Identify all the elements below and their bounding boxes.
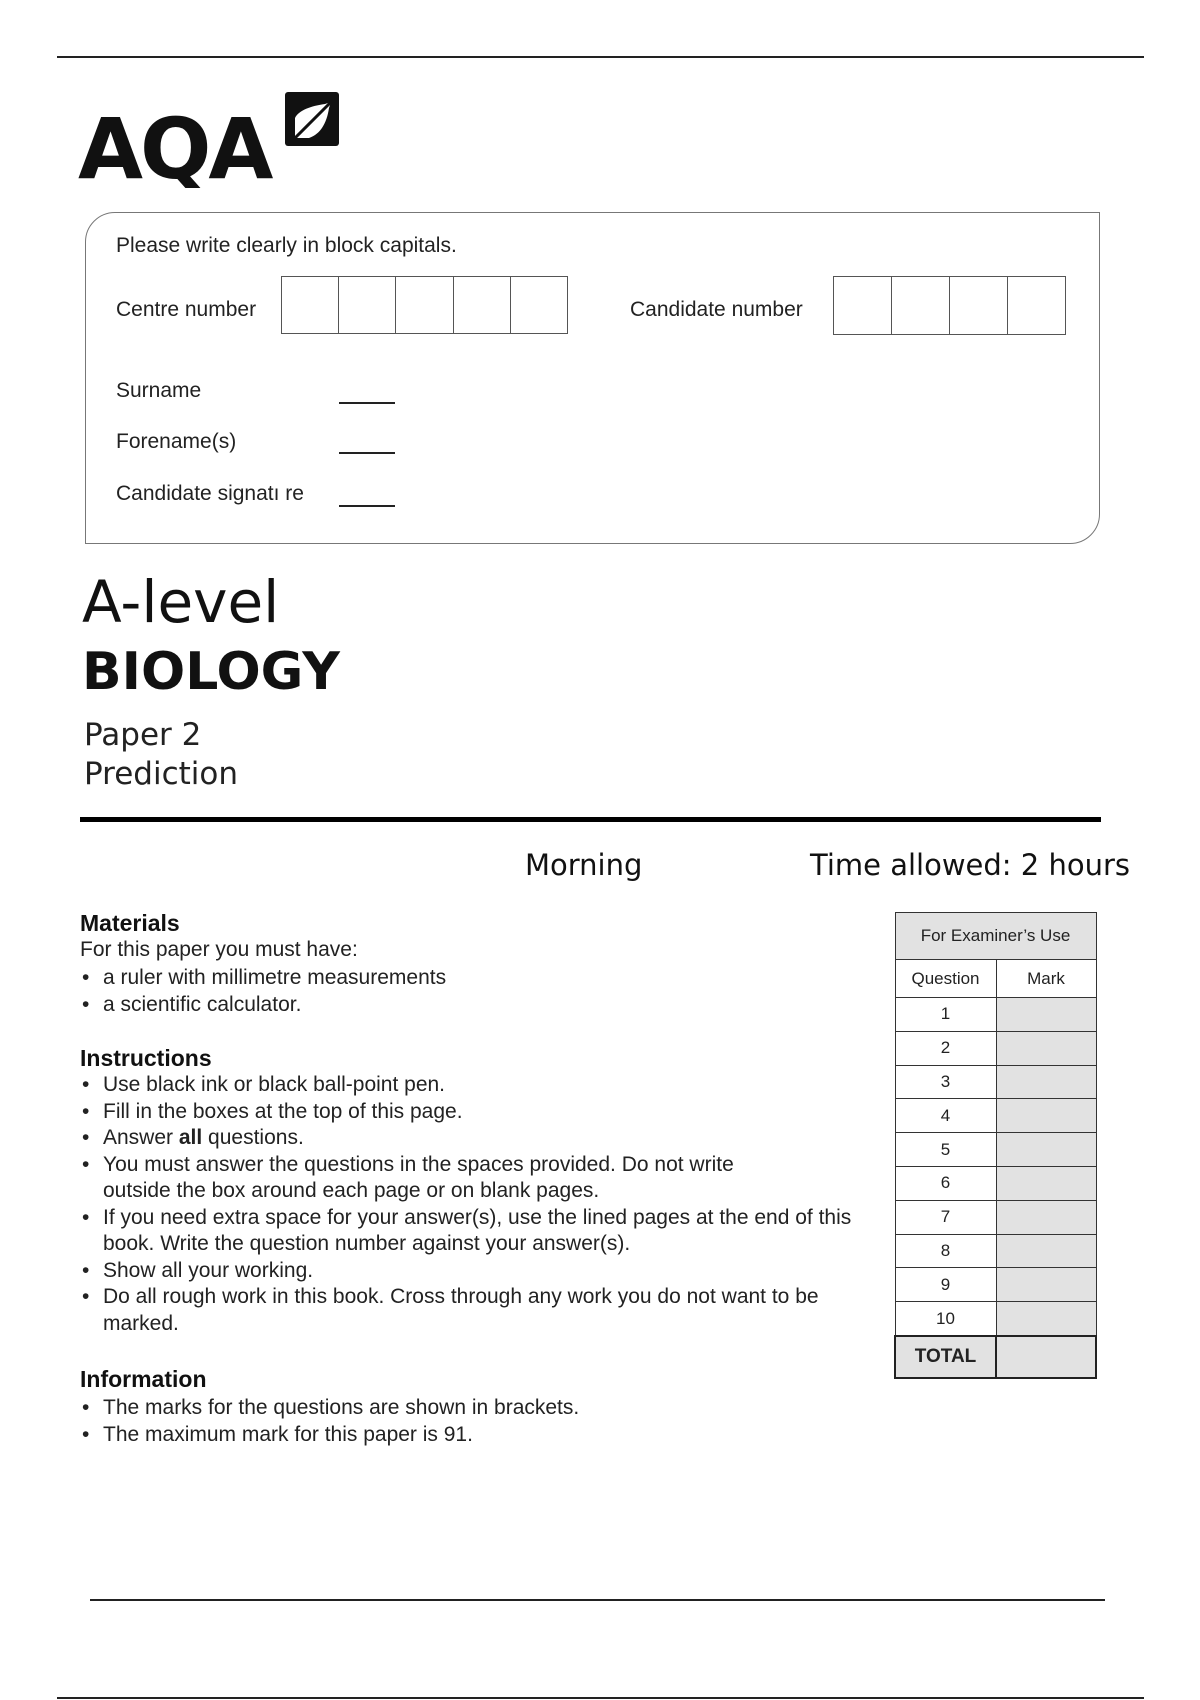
top-rule: [57, 56, 1144, 58]
item-text: questions.: [202, 1126, 304, 1149]
mark-cell[interactable]: [996, 1133, 1096, 1167]
list-item: [80, 1072, 860, 1099]
candidate-number-digit-box[interactable]: [950, 277, 1008, 334]
footer-rule-upper: [90, 1599, 1105, 1601]
instructions-list: [80, 1072, 860, 1337]
list-item: [80, 1099, 860, 1126]
candidate-number-digit-box[interactable]: [892, 277, 950, 334]
instructions-heading: Instructions: [80, 1045, 212, 1071]
mark-column-header: Mark: [996, 960, 1096, 998]
list-item: • a scientific calculator.: [80, 992, 880, 1019]
question-column-header: Question: [895, 960, 996, 998]
list-item: [80, 1205, 883, 1258]
list-item: • The maximum mark for this paper is 91.: [80, 1422, 880, 1449]
question-number: 4: [895, 1099, 996, 1133]
information-heading: Information: [80, 1366, 207, 1392]
item-text: Do all rough work in this book. Cross through any work you do not want to be marked.: [103, 1285, 819, 1335]
item-text: Use black ink or black ball-point pen.: [103, 1073, 446, 1096]
question-number: 2: [895, 1031, 996, 1065]
exam-session: Morning: [525, 848, 643, 882]
mark-cell[interactable]: [996, 998, 1096, 1032]
aqa-leaf-icon: [285, 92, 339, 146]
list-item: [80, 1258, 860, 1285]
item-text: Show all your working.: [103, 1258, 314, 1282]
information-list: [80, 1395, 880, 1448]
question-number: 10: [895, 1302, 996, 1336]
surname-line[interactable]: [339, 402, 395, 404]
centre-number-digit-box[interactable]: [282, 277, 339, 333]
candidate-number-boxes[interactable]: [833, 276, 1066, 335]
surname-label: Surname: [116, 379, 202, 402]
question-number: 3: [895, 1065, 996, 1099]
candidate-number-digit-box[interactable]: [1008, 277, 1065, 334]
list-item: [80, 1125, 860, 1152]
item-text: If you need extra space for your answer(s), use the lined pages at the end of this book. Write the question number against your answer(s).: [103, 1205, 852, 1255]
aqa-logo: [78, 88, 343, 188]
item-text: You must answer the questions in the spaces provided. Do not write outside the box around each page or on blank pages.: [103, 1152, 734, 1202]
title-divider: [80, 817, 1101, 822]
total-mark-cell[interactable]: [996, 1336, 1096, 1378]
list-item: • a ruler with millimetre measurements: [80, 965, 880, 992]
list-item: [80, 1284, 843, 1337]
centre-number-digit-box[interactable]: [511, 277, 567, 333]
examiners-use-title: For Examiner’s Use: [895, 913, 1096, 960]
footer-rule-lower: [57, 1697, 1144, 1699]
question-number: 5: [895, 1133, 996, 1167]
item-text: Answer: [103, 1126, 179, 1149]
question-number: 7: [895, 1200, 996, 1234]
mark-cell[interactable]: [996, 1302, 1096, 1336]
time-allowed: Time allowed: 2 hours: [810, 848, 1130, 882]
item-emphasis: all: [178, 1126, 203, 1149]
centre-number-digit-box[interactable]: [454, 277, 511, 333]
item-text: Fill in the boxes at the top of this page.: [103, 1099, 463, 1123]
mark-cell[interactable]: [996, 1200, 1096, 1234]
mark-cell[interactable]: [996, 1268, 1096, 1302]
mark-cell[interactable]: [996, 1099, 1096, 1133]
centre-number-digit-box[interactable]: [396, 277, 453, 333]
centre-number-label: Centre number: [116, 298, 257, 321]
forenames-line[interactable]: [339, 452, 395, 454]
candidate-number-label: Candidate number: [630, 298, 803, 321]
question-number: 9: [895, 1268, 996, 1302]
qualification-level: A-level: [82, 568, 280, 636]
aqa-logo-text: AQA: [78, 100, 271, 188]
subject-title: BIOLOGY: [82, 642, 340, 702]
paper-number: Paper 2: [84, 717, 202, 753]
mark-cell[interactable]: [996, 1234, 1096, 1268]
centre-number-boxes[interactable]: [281, 276, 568, 334]
mark-cell[interactable]: [996, 1031, 1096, 1065]
list-item: [80, 1152, 803, 1205]
mark-cell[interactable]: [996, 1166, 1096, 1200]
materials-list: [80, 965, 880, 1018]
forenames-label: Forename(s): [116, 430, 237, 453]
examiners-use-table: [894, 912, 1097, 1379]
mark-cell[interactable]: [996, 1065, 1096, 1099]
materials-intro: For this paper you must have:: [80, 938, 358, 961]
paper-subtitle: Prediction: [84, 756, 239, 792]
centre-number-digit-box[interactable]: [339, 277, 396, 333]
block-capitals-instruction: Please write clearly in block capitals.: [116, 234, 457, 257]
materials-heading: Materials: [80, 910, 180, 936]
signature-label: Candidate signatı re: [116, 482, 304, 505]
candidate-number-digit-box[interactable]: [834, 277, 892, 334]
list-item: • The marks for the questions are shown in brackets.: [80, 1395, 880, 1422]
question-number: 8: [895, 1234, 996, 1268]
total-label: TOTAL: [895, 1336, 996, 1378]
question-number: 6: [895, 1166, 996, 1200]
question-number: 1: [895, 998, 996, 1032]
signature-line[interactable]: [339, 505, 395, 507]
